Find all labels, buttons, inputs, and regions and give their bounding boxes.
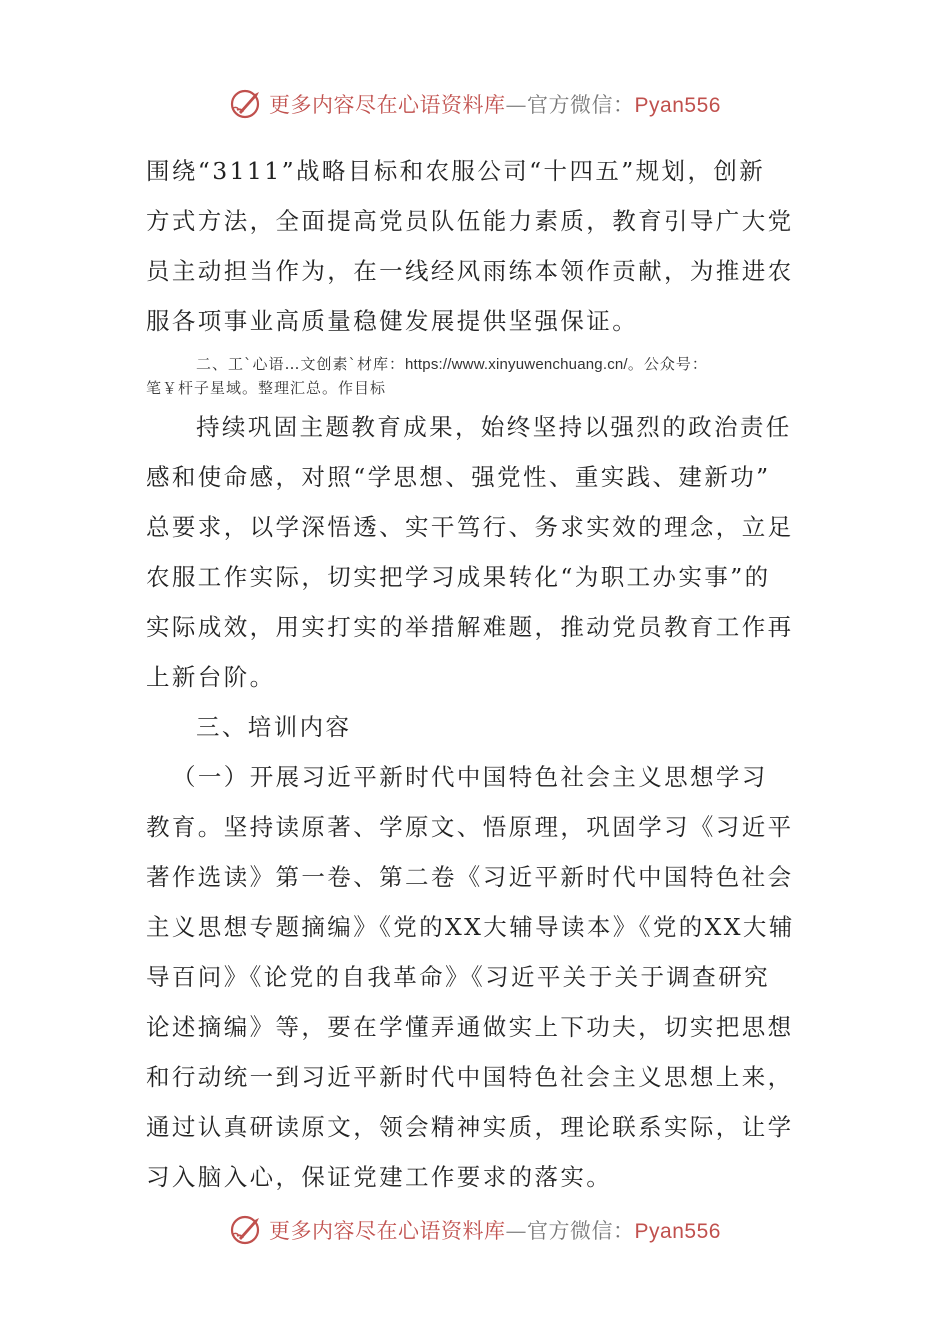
text-line: 导百问》《论党的自我革命》《习近平关于关于调查研究 [146, 963, 770, 991]
text-line: 著作选读》第一卷、第二卷《习近平新时代中国特色社会 [146, 863, 794, 891]
document-body [146, 146, 806, 1202]
paragraph-2 [146, 402, 806, 702]
text-line: 围绕“3111”战略目标和农服公司“十四五”规划，创新 [146, 157, 766, 185]
text-line: 感和使命感，对照“学思想、强党性、重实践、建新功” [146, 463, 771, 491]
quill-pen-logo-icon [229, 1212, 265, 1248]
paragraph-1 [146, 146, 806, 346]
text-line: 论述摘编》等，要在学懂弄通做实上下功夫，切实把思想 [146, 1013, 794, 1041]
note-line-2: 笔￥杆子星域。整理汇总。作目标 [146, 379, 387, 397]
text-line: 习入脑入心，保证党建工作要求的落实。 [146, 1163, 613, 1191]
banner-text: 更多内容尽在心语资料库—官方微信：Pyan556 [269, 93, 721, 117]
text-line: 和行动统一到习近平新时代中国特色社会主义思想上来， [146, 1063, 794, 1091]
watermark-note [146, 352, 806, 400]
text-line: 持续巩固主题教育成果，始终坚持以强烈的政治责任 [196, 413, 792, 441]
text-line: 教育。坚持读原著、学原文、悟原理，巩固学习《习近平 [146, 813, 794, 841]
text-line: 主义思想专题摘编》《党的XX大辅导读本》《党的XX大辅 [146, 913, 795, 941]
paragraph-3 [146, 752, 806, 1202]
text-line: 通过认真研读原文，领会精神实质，理论联系实际，让学 [146, 1113, 794, 1141]
banner-text: 更多内容尽在心语资料库—官方微信：Pyan556 [269, 1219, 721, 1243]
header-banner [0, 82, 950, 126]
text-line: 上新台阶。 [146, 663, 276, 691]
section-heading: 三、培训内容 [196, 713, 352, 741]
text-line: 实际成效，用实打实的举措解难题，推动党员教育工作再 [146, 613, 794, 641]
text-line: 农服工作实际，切实把学习成果转化“为职工办实事”的 [146, 563, 771, 591]
text-line: （一）开展习近平新时代中国特色社会主义思想学习 [172, 763, 768, 791]
text-line: 方式方法，全面提高党员队伍能力素质，教育引导广大党 [146, 207, 794, 235]
text-line: 服各项事业高质量稳健发展提供坚强保证。 [146, 307, 639, 335]
footer-banner [0, 1208, 950, 1252]
text-line: 总要求，以学深悟透、实干笃行、务求实效的理念，立足 [146, 513, 794, 541]
source-url: https://www.xinyuwenchuang.cn/ [405, 356, 628, 373]
quill-pen-logo-icon [229, 86, 265, 122]
note-line-1: 二、工`心语…文创素`材库：https://www.xinyuwenchuang.cn/。公众号： [196, 355, 708, 373]
text-line: 员主动担当作为，在一线经风雨练本领作贡献，为推进农 [146, 257, 794, 285]
